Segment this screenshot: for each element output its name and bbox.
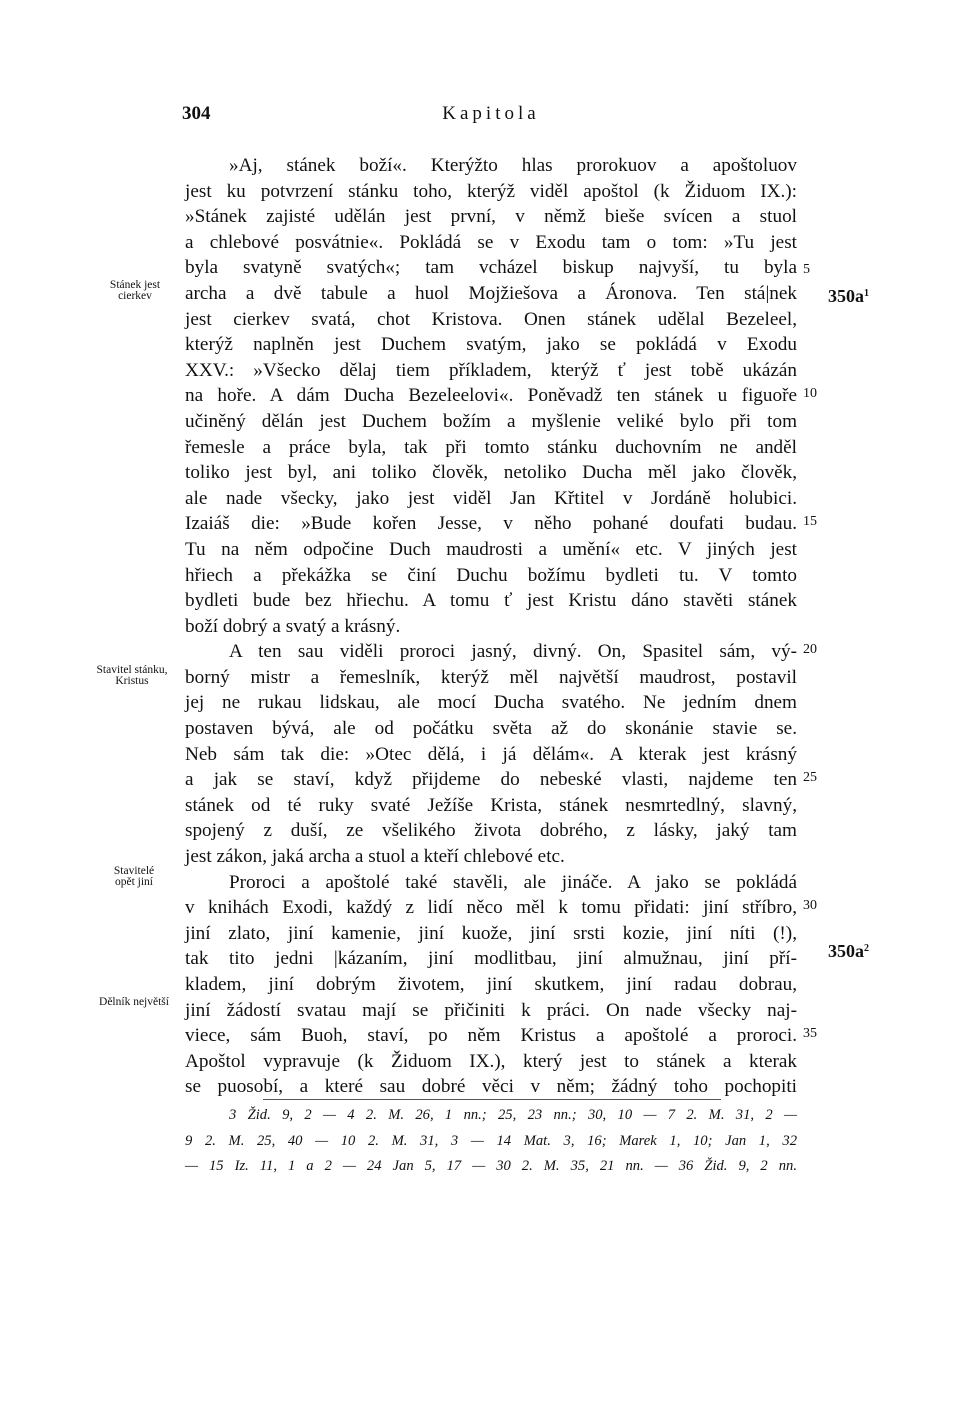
text-line: stánek od té ruky svaté Ježíše Krista, stánek nesmrtedlný, slavný, xyxy=(185,794,797,816)
line-number: 5 xyxy=(803,262,810,277)
margin-note-line: Stavitel stánku, xyxy=(96,664,168,676)
text-line: byla svatyně svatých«; tam vcházel biskup najvyší, tu byla xyxy=(185,257,797,279)
text-line: Apoštol vypravuje (k Židuom IX.), který jest to stánek a kterak xyxy=(185,1050,797,1072)
text-line: borný mistr a řemeslník, kterýž měl najvětší maudrost, postavil xyxy=(185,666,797,688)
folio-ref-label: 350a xyxy=(828,286,864,306)
line-number: 10 xyxy=(803,386,817,401)
margin-note-stanek xyxy=(96,280,174,302)
margin-note-stavitele xyxy=(98,866,170,888)
text-line: archa a dvě tabule a huol Mojžiešova a Áronova. Ten stá|nek xyxy=(185,282,797,304)
text-line: toliko jest byl, ani toliko člověk, netoliko Ducha měl jako člověk, xyxy=(185,462,797,484)
footnote-line: 3 Žid. 9, 2 — 4 2. M. 26, 1 nn.; 25, 23 nn.; 30, 10 — 7 2. M. 31, 2 — xyxy=(229,1107,797,1123)
folio-ref-sup: 1 xyxy=(864,288,869,299)
text-line: v knihách Exodi, každý z lidí něco měl k tomu přidati: jiní stříbro, xyxy=(185,897,797,919)
line-number: 25 xyxy=(803,770,817,785)
text-line: jest cierkev svatá, chot Kristova. Onen stánek udělal Bezeleel, xyxy=(185,308,797,330)
text-line: ale nade všecky, jako jest viděl Jan Křtitel v Jordáně holubici. xyxy=(185,487,797,509)
text-line: Izaiáš die: »Bude kořen Jesse, v něho pohané doufati budau. xyxy=(185,513,797,535)
text-line: a jak se staví, když přijdeme do nebeské vlasti, najdeme ten xyxy=(185,769,797,791)
folio-ref-label: 350a xyxy=(828,941,864,961)
text-line: boží dobrý a svatý a krásný. xyxy=(185,615,401,637)
line-number: 30 xyxy=(803,898,817,913)
page-number: 304 xyxy=(182,103,211,124)
margin-note-stavitel xyxy=(84,665,180,687)
margin-note-delnik xyxy=(86,997,182,1008)
text-line: řemesle a práce byla, tak při tomto stánku duchovním ne anděl xyxy=(185,436,797,458)
text-line: bydleti bude bez hřiechu. A tomu ť jest Kristu dáno stavěti stánek xyxy=(185,590,797,612)
text-line: kterýž naplněn jest Duchem svatým, jako se pokládá v Exodu xyxy=(185,334,797,356)
text-line: hřiech a překážka se činí Duchu božímu bydleti tu. V tomto xyxy=(185,564,797,586)
folio-ref xyxy=(828,941,869,962)
text-line: se puosobí, a které sau dobré věci v něm; žádný toho pochopiti xyxy=(185,1076,797,1098)
text-line: spojený z duší, ze všelikého života dobrého, z lásky, jaký tam xyxy=(185,820,797,842)
running-head: Kapitola xyxy=(442,103,540,124)
text-line: A ten sau viděli proroci jasný, divný. On, Spasitel sám, vý- xyxy=(229,641,797,663)
body-text xyxy=(185,153,797,1100)
margin-note-line: Dělník největší xyxy=(99,996,169,1008)
text-line: jiní žádostí svatau mají se přičiniti k práci. On nade všecky naj- xyxy=(185,999,797,1021)
footnote-divider xyxy=(263,1099,721,1100)
text-line: jest ku potvrzení stánku toho, kterýž viděl apoštol (k Židuom IX.): xyxy=(185,180,797,202)
margin-note-line: Stánek jest xyxy=(109,279,161,291)
footnote-line: 9 2. M. 25, 40 — 10 2. M. 31, 3 — 14 Mat. 3, 16; Marek 1, 10; Jan 1, 32 xyxy=(185,1132,797,1149)
margin-note-line: opět jiní xyxy=(114,876,153,888)
line-number: 35 xyxy=(803,1026,817,1041)
folio-ref-sup: 2 xyxy=(864,943,869,954)
line-number: 15 xyxy=(803,514,817,529)
margin-note-line: Kristus xyxy=(115,675,149,687)
text-line: Tu na něm odpočine Duch maudrosti a umění« etc. V jiných jest xyxy=(185,538,797,560)
text-line: jest zákon, jaká archa a stuol a kteří chlebové etc. xyxy=(185,846,565,868)
text-line: XXV.: »Všecko dělaj tiem příkladem, kterýž ť jest tobě ukázán xyxy=(185,359,797,381)
line-number: 20 xyxy=(803,642,817,657)
footnotes xyxy=(185,1103,797,1180)
text-line: tak tito jedni |kázaním, jiní modlitbau, jiní almužnau, jiní pří- xyxy=(185,948,797,970)
margin-note-line: cierkev xyxy=(118,290,152,302)
text-line: jiní zlato, jiní kamenie, jiní kuože, jiní srsti kozie, jiní níti (!), xyxy=(185,922,797,944)
text-line: Neb sám tak die: »Otec dělá, i já dělám«. A kterak jest krásný xyxy=(185,743,797,765)
text-line: »Aj, stánek boží«. Kterýžto hlas prorokuov a apoštoluov xyxy=(229,155,797,176)
text-line: viece, sám Buoh, staví, po něm Kristus a apoštolé a proroci. xyxy=(185,1025,797,1047)
text-line: a chlebové posvátnie«. Pokládá se v Exodu tam o tom: »Tu jest xyxy=(185,231,797,253)
footnote-line: — 15 Iz. 11, 1 a 2 — 24 Jan 5, 17 — 30 2. M. 35, 21 nn. — 36 Žid. 9, 2 nn. xyxy=(185,1158,797,1174)
text-line: na hoře. A dám Ducha Bezeleelovi«. Poněvadž ten stánek u figuoře xyxy=(185,385,797,407)
text-line: učiněný dělán jest Duchem božím a myšlenie veliké bylo při tom xyxy=(185,410,797,432)
text-line: jej ne rukau lidskau, ale mocí Ducha svatého. Ne jedním dnem xyxy=(185,692,797,714)
text-line: Proroci a apoštolé také stavěli, ale jináče. A jako se pokládá xyxy=(229,871,797,893)
text-line: kladem, jiní dobrým životem, jiní skutkem, jiní radau dobrau, xyxy=(185,974,797,995)
text-line: »Stánek zajisté udělán jest první, v němž bieše svícen a stuol xyxy=(185,206,797,228)
folio-ref xyxy=(828,286,869,307)
page-header xyxy=(182,103,800,131)
text-line: postaven bývá, ale od počátku světa až do skonánie stavie se. xyxy=(185,718,797,740)
margin-note-line: Stavitelé xyxy=(113,865,155,877)
